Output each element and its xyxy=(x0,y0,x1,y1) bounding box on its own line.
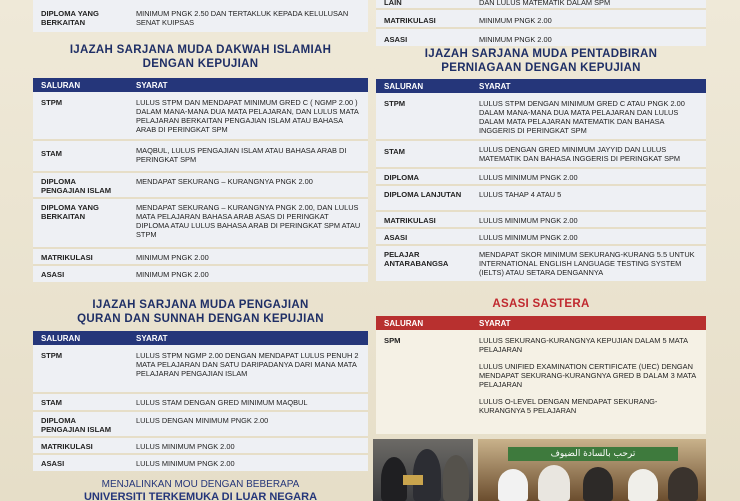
left-top-table xyxy=(33,0,368,32)
col-syarat: SYARAT xyxy=(128,331,368,345)
table-row: STPM LULUS STPM DAN MENDAPAT MINIMUM GRED C ( NGMP 2.00 ) DALAM MANA-MANA DUA MATA PELAJARAN, DAN LULUS MATA PELAJARAN BERKAITAN PENGAJIAN ISLAM ATAU BAHASA ARAB DI PERINGKAT SPM xyxy=(33,92,368,140)
col-saluran: SALURAN xyxy=(376,316,471,330)
col-saluran: SALURAN xyxy=(33,78,128,92)
table-row: STAM MAQBUL, LULUS PENGAJIAN ISLAM ATAU BAHASA ARAB DI PERINGKAT SPM xyxy=(33,140,368,172)
table-row: MATRIKULASI LULUS MINIMUM PNGK 2.00 xyxy=(33,437,368,454)
spm-requirements: LULUS SEKURANG-KURANGNYA KEPUJIAN DALAM 5 MATA PELAJARAN LULUS UNIFIED EXAMINATION CERTIFICATE (UEC) DENGAN MENDAPAT SEKURANG-KURANGNYA GRED B DALAM 3 MATA PELAJARAN LULUS O-LEVEL DENGAN MENDAPAT SEKURANG-KURANGNYA 5 PELAJARAN xyxy=(471,330,706,434)
program1-title: IJAZAH SARJANA MUDA DAKWAH ISLAMIAH DENGAN KEPUJIAN xyxy=(69,44,332,70)
col-syarat: SYARAT xyxy=(128,78,368,92)
table-header xyxy=(33,331,368,345)
table-row: LAIN DAN LULUS MATEMATIK DALAM SPM xyxy=(376,0,706,9)
table-row: ASASI LULUS MINIMUM PNGK 2.00 xyxy=(33,454,368,471)
col-syarat: SYARAT xyxy=(471,316,706,330)
program2-title: IJAZAH SARJANA MUDA PENGAJIAN QURAN DAN SUNNAH DENGAN KEPUJIAN xyxy=(77,299,324,325)
program4-table xyxy=(376,316,706,434)
table-row xyxy=(33,0,368,32)
table-row: DIPLOMA PENGAJIAN ISLAM MENDAPAT SEKURANG – KURANGNYA PNGK 2.00 xyxy=(33,172,368,198)
program3-table xyxy=(376,79,706,281)
row-key: DIPLOMA YANG BERKAITAN xyxy=(33,0,128,32)
arabic-banner: ترحب بالسادة الضيوف xyxy=(508,447,678,461)
table-row: PELAJAR ANTARABANGSA MENDAPAT SKOR MINIMUM SEKURANG-KURANG 5.5 UNTUK INTERNATIONAL ENGLISH LANGUAGE TESTING SYSTEM (IELTS) ATAU SETARA DENGANNYA xyxy=(376,245,706,281)
table-row: STPM LULUS STPM DENGAN MINIMUM GRED C ATAU PNGK 2.00 DALAM MANA-MANA DUA MATA PELAJARAN DAN LULUS DALAM MATA PELAJARAN MATEMATIK DAN BAHASA INGGERIS DI PERINGKAT SPM xyxy=(376,93,706,140)
col-saluran: SALURAN xyxy=(33,331,128,345)
table-row: MATRIKULASI LULUS MINIMUM PNGK 2.00 xyxy=(376,211,706,228)
mou-footer: MENJALINKAN MOU DENGAN BEBERAPA UNIVERSITI TERKEMUKA DI LUAR NEGARA xyxy=(83,479,318,501)
table-row: SPM LULUS SEKURANG-KURANGNYA KEPUJIAN DALAM 5 MATA PELAJARAN LULUS UNIFIED EXAMINATION CERTIFICATE (UEC) DENGAN MENDAPAT SEKURANG-KURANGNYA GRED B DALAM 3 MATA PELAJARAN LULUS O-LEVEL DENGAN MENDAPAT SEKURANG-KURANGNYA 5 PELAJARAN xyxy=(376,330,706,434)
mou-ceremony-photo xyxy=(373,439,473,501)
table-header xyxy=(376,79,706,93)
table-row: MATRIKULASI MINIMUM PNGK 2.00 xyxy=(33,248,368,265)
table-row: STAM LULUS STAM DENGAN GRED MINIMUM MAQBUL xyxy=(33,393,368,411)
program4-title: ASASI SASTERA xyxy=(492,298,590,310)
table-row: DIPLOMA PENGAJIAN ISLAM LULUS DENGAN MINIMUM PNGK 2.00 xyxy=(33,411,368,437)
table-row: DIPLOMA YANG BERKAITAN MENDAPAT SEKURANG – KURANGNYA PNGK 2.00, DAN LULUS MATA PELAJARAN BAHASA ARAB ASAS DI PERINGKAT DIPLOMA ATAU LULUS BAHASA ARAB DI PERINGKAT SPM ATAU STPM xyxy=(33,198,368,248)
table-header xyxy=(376,316,706,330)
program3-title: IJAZAH SARJANA MUDA PENTADBIRAN PERNIAGAAN DENGAN KEPUJIAN xyxy=(424,48,658,74)
row-value: MINIMUM PNGK 2.50 DAN TERTAKLUK KEPADA KELULUSAN SENAT KUIPSAS xyxy=(128,0,368,32)
table-row: ASASI LULUS MINIMUM PNGK 2.00 xyxy=(376,228,706,245)
col-saluran: SALURAN xyxy=(376,79,471,93)
table-row: ASASI MINIMUM PNGK 2.00 xyxy=(33,265,368,282)
table-row: MATRIKULASI MINIMUM PNGK 2.00 xyxy=(376,9,706,28)
table-row: STAM LULUS DENGAN GRED MINIMUM JAYYID DAN LULUS MATEMATIK DAN BAHASA INGGERIS DI PERINGKAT SPM xyxy=(376,140,706,168)
table-row: DIPLOMA LANJUTAN LULUS TAHAP 4 ATAU 5 xyxy=(376,185,706,211)
table-row: DIPLOMA LULUS MINIMUM PNGK 2.00 xyxy=(376,168,706,185)
right-top-table xyxy=(376,0,706,46)
table-row: ASASI MINIMUM PNGK 2.00 xyxy=(376,28,706,46)
welcome-event-photo xyxy=(478,439,706,501)
col-syarat: SYARAT xyxy=(471,79,706,93)
program2-table xyxy=(33,331,368,471)
table-row: STPM LULUS STPM NGMP 2.00 DENGAN MENDAPAT LULUS PENUH 2 MATA PELAJARAN DAN SATU DARIPADANYA DARI MANA MATA PELAJARAN PENGAJIAN ISLAM xyxy=(33,345,368,393)
table-header xyxy=(33,78,368,92)
program1-table xyxy=(33,78,368,282)
